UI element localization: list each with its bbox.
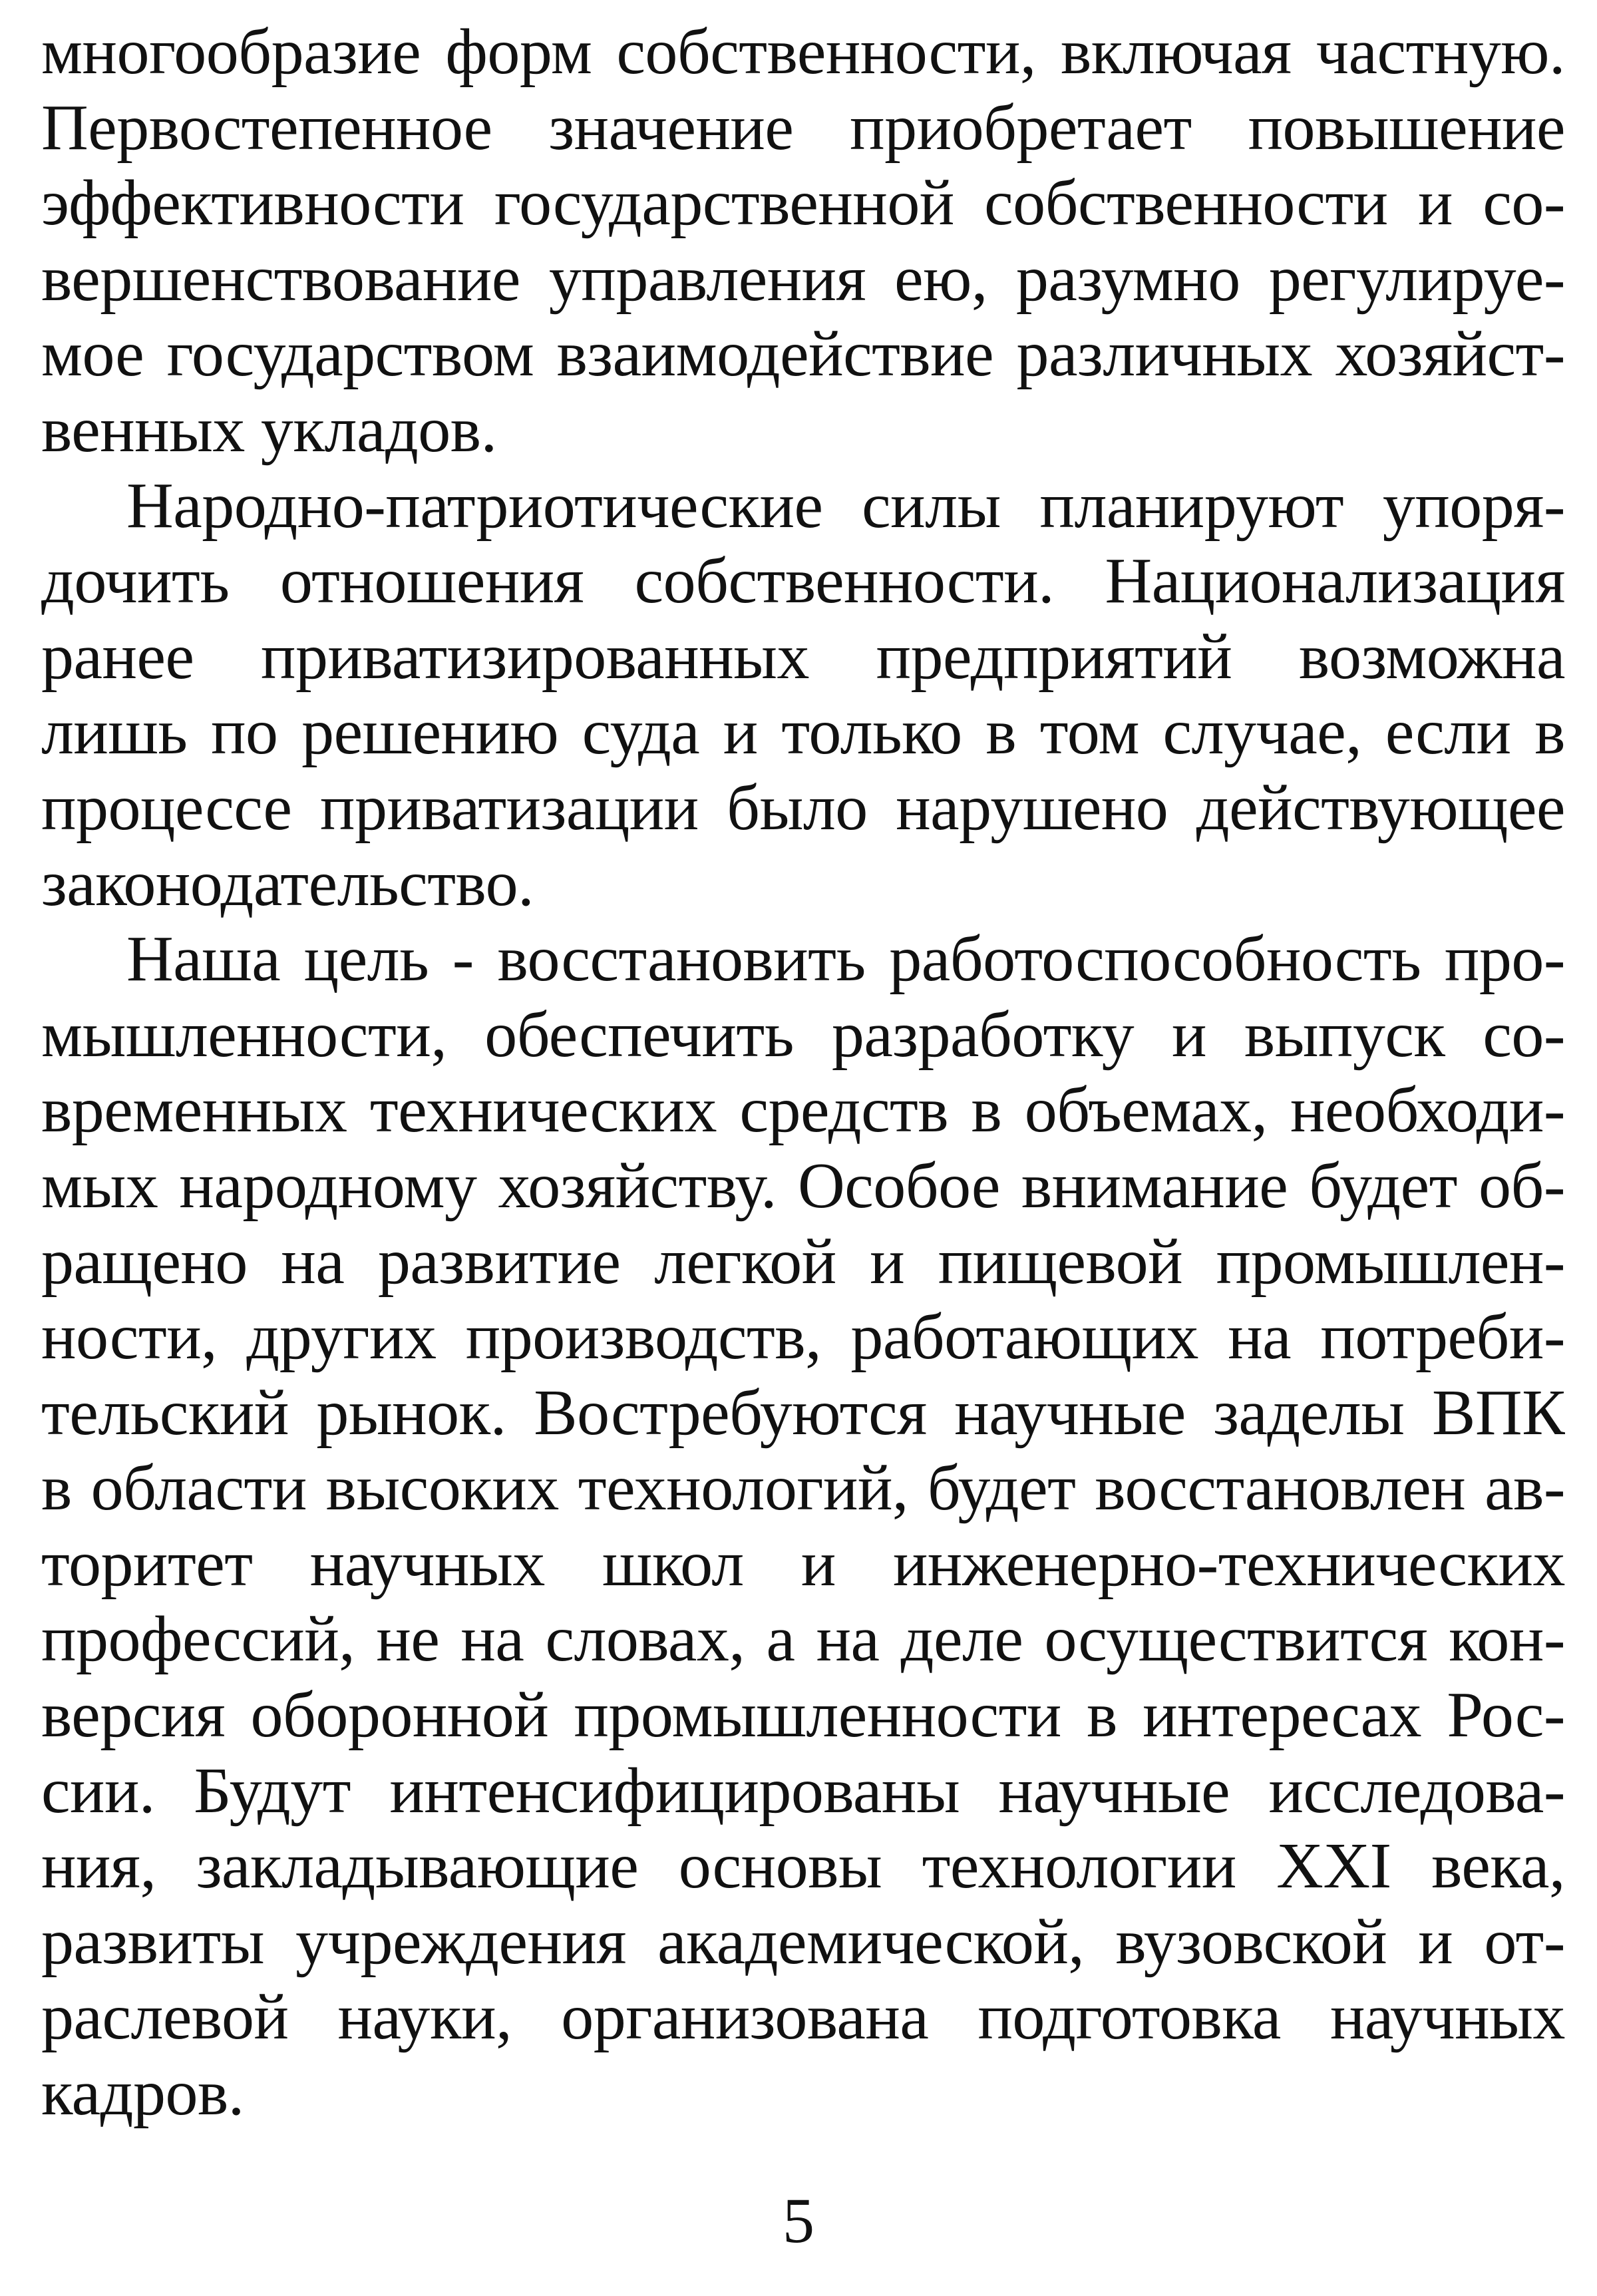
text-line: законодательство. bbox=[41, 847, 534, 920]
text-line: в области высоких технологий, будет восстановлен ав- bbox=[41, 1452, 1565, 1525]
text-line: Народно-патриотические силы планируют упоря- bbox=[126, 469, 1565, 542]
text-line: кадров. bbox=[41, 2057, 244, 2130]
text-line: многообразие форм собственности, включая частную. bbox=[41, 16, 1565, 88]
text-line: ния, закладывающие основы технологии XXI века, bbox=[41, 1830, 1565, 1903]
text-line: вершенствование управления ею, разумно регулируе- bbox=[41, 242, 1565, 315]
page-body bbox=[41, 15, 1565, 2132]
text-line: раслевой науки, организована подготовка научных bbox=[41, 1981, 1565, 2054]
text-line: мышленности, обеспечить разработку и выпуск со- bbox=[41, 998, 1565, 1071]
paragraph-1 bbox=[41, 15, 1565, 469]
text-line: тельский рынок. Востребуются научные заделы ВПК bbox=[41, 1376, 1565, 1449]
page-number: 5 bbox=[783, 2185, 814, 2256]
text-line: развиты учреждения академической, вузовской и от- bbox=[41, 1905, 1565, 1978]
text-line: Первостепенное значение приобретает повышение bbox=[41, 91, 1565, 164]
text-line: дочить отношения собственности. Национализация bbox=[41, 545, 1565, 618]
text-line: сии. Будут интенсифицированы научные исследова- bbox=[41, 1754, 1565, 1827]
text-line: версия оборонной промышленности в интересах Рос- bbox=[41, 1679, 1565, 1752]
text-line: профессий, не на словах, а на деле осуществится кон- bbox=[41, 1603, 1565, 1676]
text-line: эффективности государственной собственности и со- bbox=[41, 167, 1565, 240]
text-line: торитет научных школ и инженерно-технических bbox=[41, 1527, 1565, 1600]
text-line: венных укладов. bbox=[41, 393, 497, 466]
text-line: процессе приватизации было нарушено действующее bbox=[41, 771, 1565, 844]
paragraph-3 bbox=[41, 922, 1565, 2132]
paragraph-2 bbox=[41, 469, 1565, 922]
text-line: лишь по решению суда и только в том случае, если в bbox=[41, 696, 1565, 769]
text-line: ранее приватизированных предприятий возможна bbox=[41, 620, 1565, 693]
text-line: ращено на развитие легкой и пищевой промышлен- bbox=[41, 1225, 1565, 1298]
text-line: ности, других производств, работающих на потреби- bbox=[41, 1301, 1565, 1374]
text-line: мое государством взаимодействие различных хозяйст- bbox=[41, 318, 1565, 391]
text-line: временных технических средств в объемах, необходи- bbox=[41, 1074, 1565, 1147]
text-line: Наша цель - восстановить работоспособность про- bbox=[126, 923, 1565, 996]
text-line: мых народному хозяйству. Особое внимание будет об- bbox=[41, 1149, 1565, 1222]
